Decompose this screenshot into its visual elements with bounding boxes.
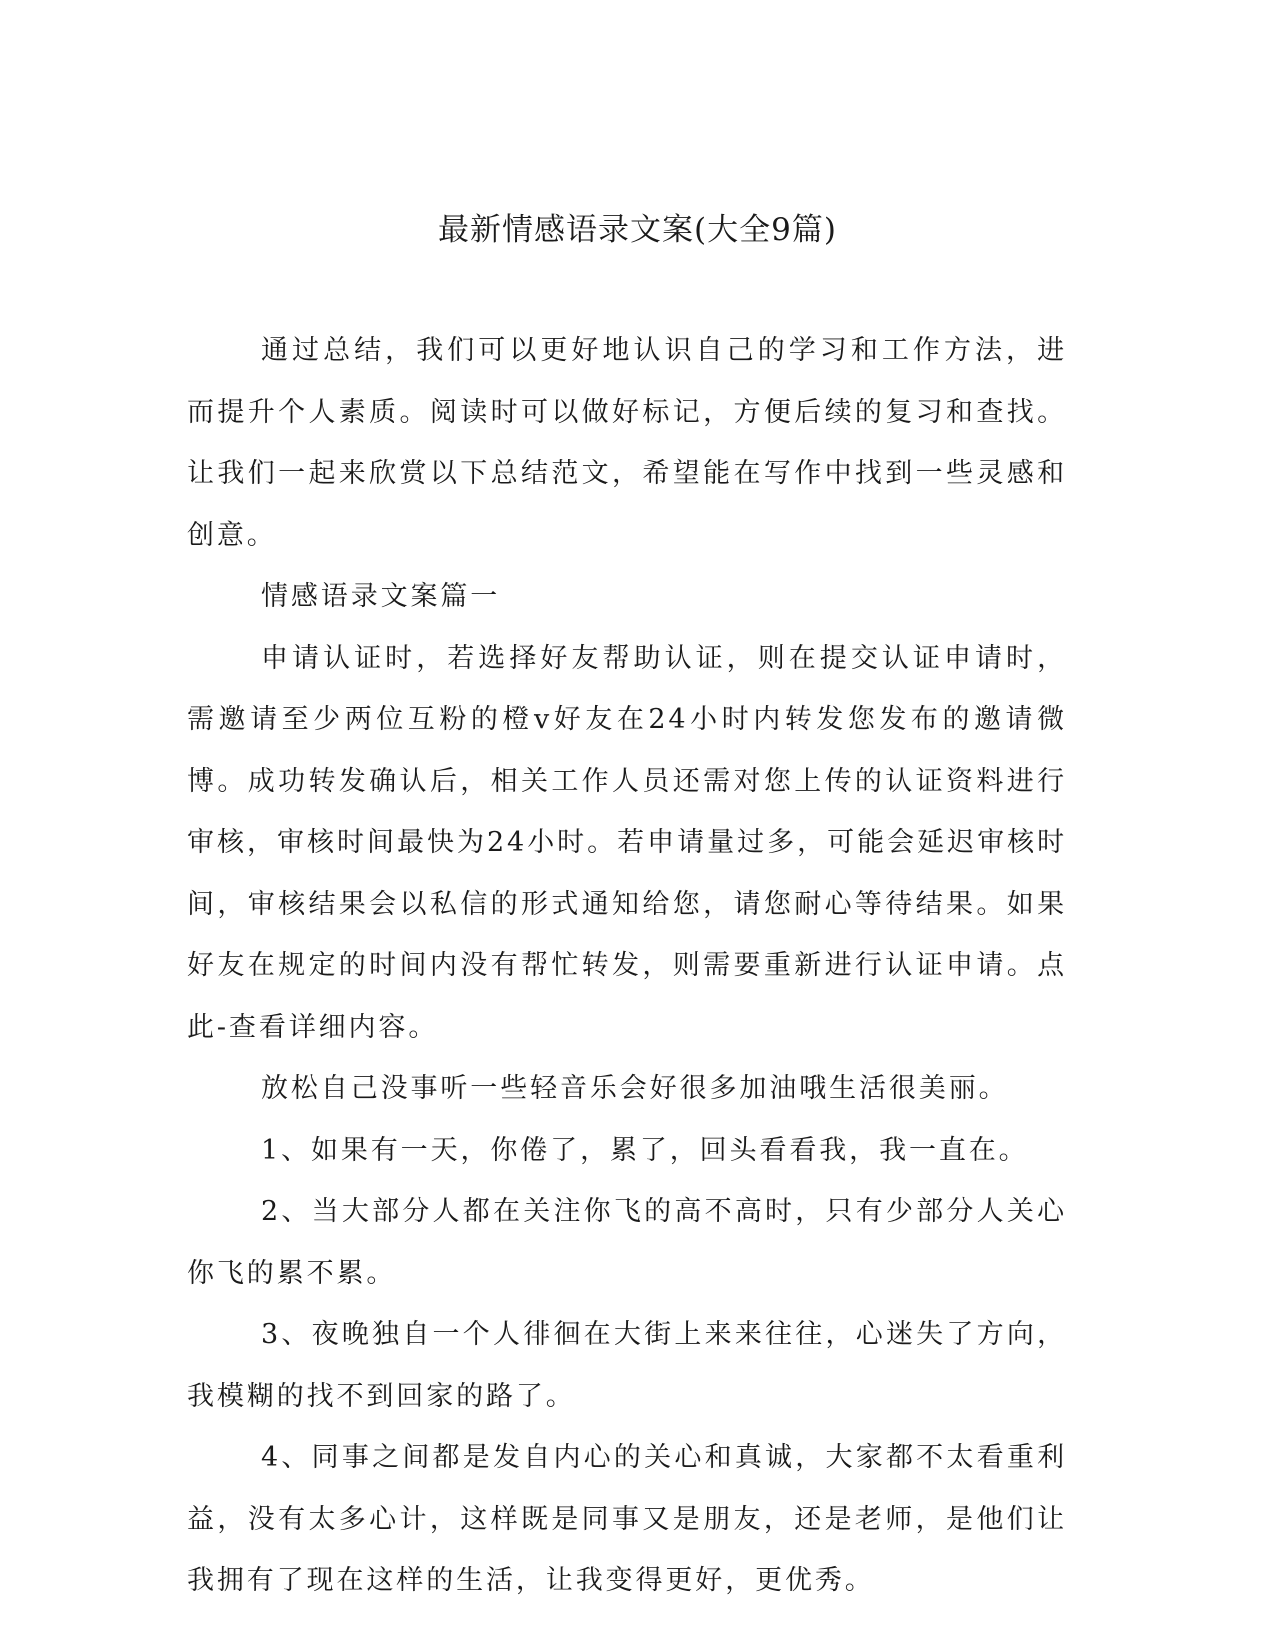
document-title: 最新情感语录文案(大全9篇) [438,212,837,248]
list-item: 4、同事之间都是发自内心的关心和真诚，大家都不太看重利益，没有太多心计，这样既是同事又是朋友，还是老师，是他们让我拥有了现在这样的生活，让我变得更好，更优秀。 [187,1442,1067,1596]
section-heading: 情感语录文案篇一 [261,581,501,612]
document-body [187,320,1067,1612]
body-paragraph: 放松自己没事听一些轻音乐会好很多加油哦生活很美丽。 [261,1073,1009,1104]
list-item: 2、当大部分人都在关注你飞的高不高时，只有少部分人关心你飞的累不累。 [187,1196,1067,1289]
list-item: 1、如果有一天，你倦了，累了，回头看看我，我一直在。 [261,1134,1029,1166]
body-paragraph: 申请认证时，若选择好友帮助认证，则在提交认证申请时，需邀请至少两位互粉的橙v好友在24小时内转发您发布的邀请微博。成功转发确认后，相关工作人员还需对您上传的认证资料进行审核，审核时间最快为24小时。若申请量过多，可能会延迟审核时间，审核结果会以私信的形式通知给您，请您耐心等待结果。如果好友在规定的时间内没有帮忙转发，则需要重新进行认证申请。点此-查看详细内容。 [187,642,1067,1043]
intro-paragraph: 通过总结，我们可以更好地认识自己的学习和工作方法，进而提升个人素质。阅读时可以做好标记，方便后续的复习和查找。让我们一起来欣赏以下总结范文，希望能在写作中找到一些灵感和创意。 [187,335,1067,551]
list-item: 3、夜晚独自一个人徘徊在大街上来来往往，心迷失了方向，我模糊的找不到回家的路了。 [187,1319,1067,1412]
